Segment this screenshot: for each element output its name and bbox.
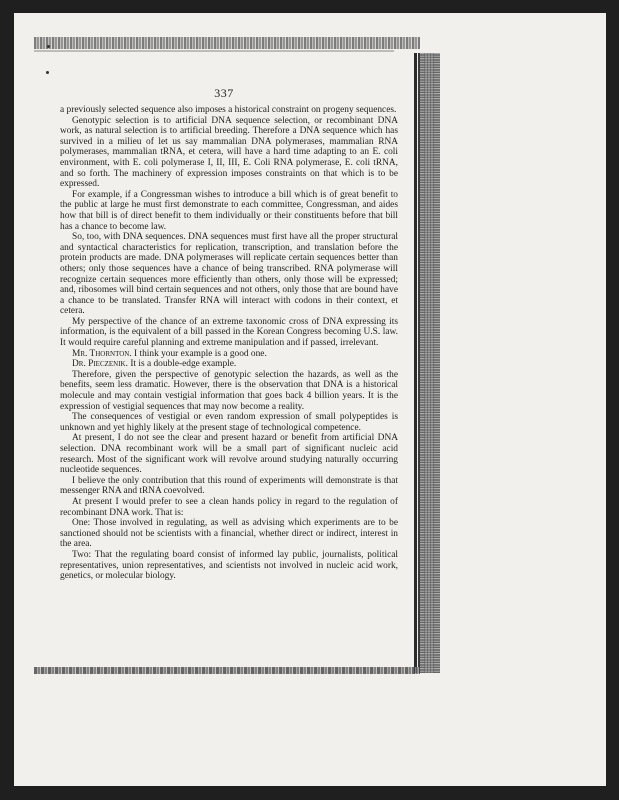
- dialogue-line: Dr. Pieczenik. It is a double-edge example.: [72, 359, 237, 370]
- paragraph: My perspective of the chance of an extreme taxonomic cross of DNA expressing its information, is the equivalent of a bill passed in the Korean Congress becoming U.S. law. It would require careful planning and extreme manipulation and if passed, irrelevant.: [60, 316, 398, 349]
- scan-edge-top-line: [34, 50, 394, 52]
- body-text: [60, 105, 398, 582]
- scan-speck: [46, 71, 49, 74]
- scanned-page: [14, 13, 606, 786]
- paragraph: a previously selected sequence also imposes a historical constraint on progeny sequences.: [60, 105, 397, 115]
- list-item: One: Those involved in regulating, as well as advising which experiments are to be sanctioned should not be scientists with a financial, whether direct or indirect, interest in the area.: [60, 518, 398, 550]
- paragraph: So, too, with DNA sequences. DNA sequences must first have all the proper structural and syntactical characteristics for replication, transcription, and translation before the protein products are made. DNA polymerases will replicate certain sequences better than others; only those sequences have a chance of being transcribed. RNA polymerase will recognize certain sequences more efficiently than others, only those will be expressed; and, ribosomes will bind certain sequences and not others, only those that are bound have a chance to be translated. Transfer RNA will interact with codons in their context, et cetera.: [60, 232, 398, 317]
- page-number: 337: [214, 86, 234, 100]
- paragraph: For example, if a Congressman wishes to introduce a bill which is of great benefit to the public at large he must first demonstrate to each committee, Congressman, and aides how that bill is of direct benefit to them individually or their constituents before that bill has a chance to become law.: [60, 189, 398, 232]
- paragraph: The consequences of vestigial or even random expression of small polypeptides is unknown and yet highly likely at the present stage of technological competence.: [60, 412, 398, 433]
- scan-edge-top: [34, 37, 420, 49]
- paragraph: Genotypic selection is to artificial DNA sequence selection, or recombinant DNA work, as natural selection is to artificial breeding. Therefore a DNA sequence which has survived in a milieu of let us say mammalian DNA polymerases, mammalian RNA polymerases, mammalian tRNA, et cetera, will have a hard time adapting to an E. coli environment, with E. coli polymerase I, II, III, E. Coli RNA polymerase, E. coli tRNA, and so forth. The machinery of expression imposes constraints on that which is to be expressed.: [60, 115, 398, 190]
- paragraph: At present I would prefer to see a clean hands policy in regard to the regulation of recombinant DNA work. That is:: [60, 496, 398, 518]
- paragraph: I believe the only contribution that this round of experiments will demonstrate is that messenger RNA and tRNA coevolved.: [60, 475, 398, 497]
- scan-edge-bottom: [34, 667, 420, 674]
- list-item: Two: That the regulating board consist of informed lay public, journalists, political representatives, union representatives, and scientists not involved in nucleic acid work, genetics, or molecular biology.: [60, 549, 398, 582]
- scan-edge-right-texture: [424, 53, 434, 673]
- scan-edge-right-gap: [414, 53, 417, 673]
- speaker-name: Dr. Pieczenik.: [72, 359, 128, 370]
- dialogue-line: Mr. Thornton. I think your example is a good one.: [72, 348, 267, 359]
- speaker-name: Mr. Thornton.: [72, 348, 132, 359]
- scan-speck: [47, 45, 50, 48]
- paragraph: At present, I do not see the clear and present hazard or benefit from artificial DNA selection. DNA recombinant work will be a small part of significant nucleic acid research. Most of the significant work will revolve around studying naturally occurring nucleotide sequences.: [60, 433, 398, 476]
- paragraph: Therefore, given the perspective of genotypic selection the hazards, as well as the benefits, seem less dramatic. However, there is the observation that DNA is a historical molecule and may contain vestigial information that goes back 4 billion years. It is the expression of vestigial sequences that may now become a reality.: [60, 369, 398, 412]
